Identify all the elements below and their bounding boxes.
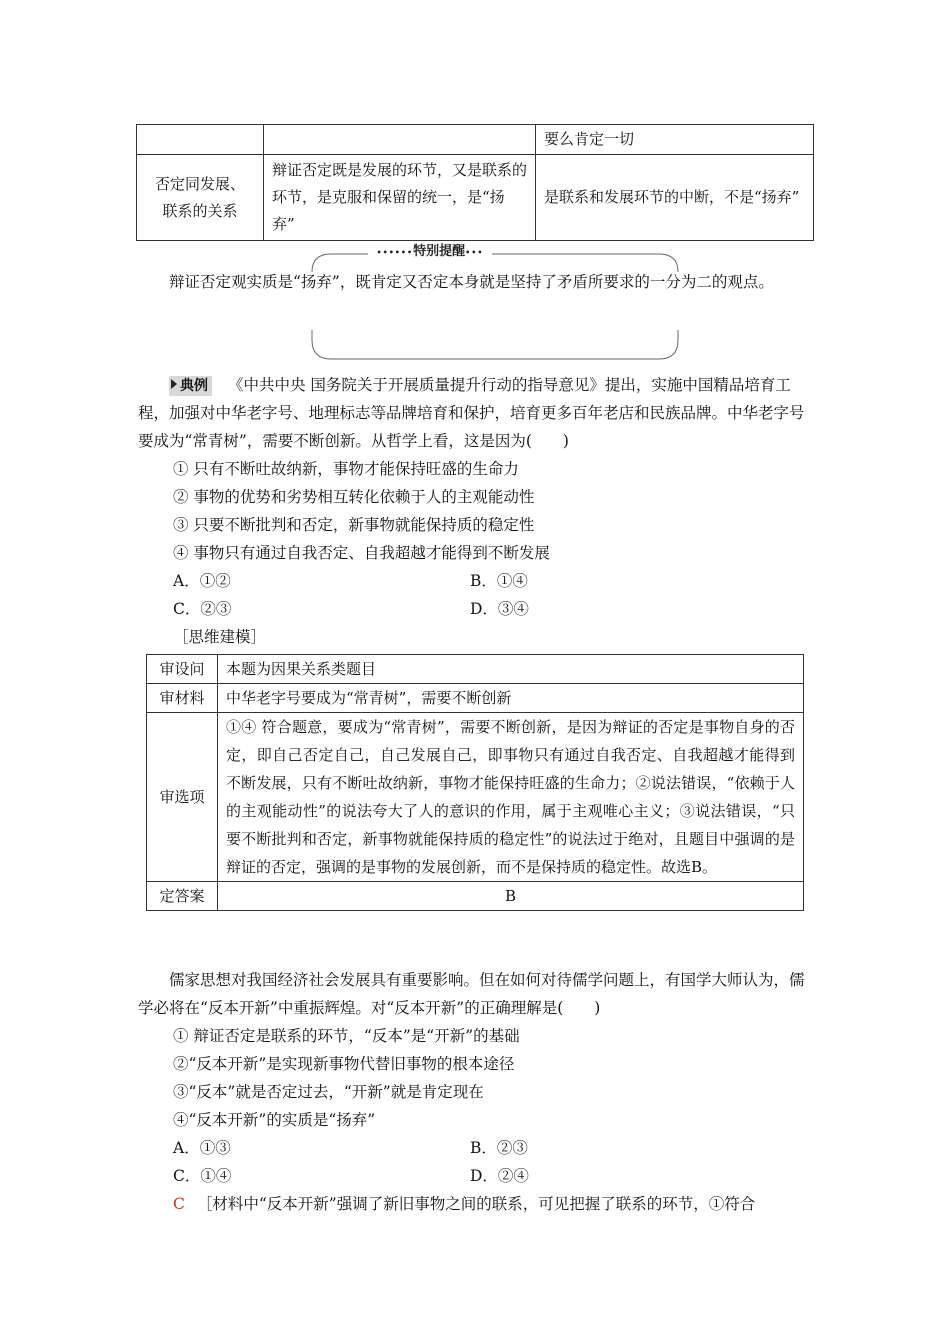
table-cell: 是联系和发展环节的中断，不是“扬弃”: [536, 155, 814, 241]
example-stem: [138, 371, 818, 455]
example-item-3: ③ 只要不断批判和否定，新事物就能保持质的稳定性: [173, 516, 535, 534]
table-row: [147, 713, 804, 882]
table-row: [147, 655, 804, 684]
table-cell: 要么肯定一切: [536, 125, 814, 155]
table-row: [147, 684, 804, 713]
example-option-b: B．①④: [470, 572, 528, 590]
comparison-table: [136, 124, 814, 241]
analysis-text: ［材料中“反本开新”强调了新旧事物之间的联系，可见把握了联系的环节，①符合: [196, 1195, 756, 1213]
table-cell: 辩证否定既是发展的环节，又是联系的环节，是克服和保留的统一，是“扬弃”: [264, 155, 536, 241]
table-row: [147, 882, 804, 911]
table-cell: [264, 125, 536, 155]
model-value: 本题为因果关系类题目: [218, 655, 804, 684]
practice-option-d: D．②④: [470, 1167, 529, 1185]
practice-item-4: ④“反本开新”的实质是“扬弃”: [173, 1111, 376, 1129]
example-option-a: A．①②: [173, 572, 231, 590]
answer-letter: C: [173, 1195, 185, 1213]
triangle-icon: [171, 379, 177, 389]
practice-option-c: C．①④: [173, 1167, 232, 1185]
table-cell: [137, 155, 264, 241]
practice-option-b: B．②③: [470, 1139, 528, 1157]
example-badge: [169, 376, 212, 396]
model-key: 定答案: [147, 882, 218, 911]
example-option-d: D．③④: [470, 600, 529, 618]
table-row: [137, 125, 814, 155]
tip-text: 辩证否定观实质是“扬弃”，既肯定又否定本身就是坚持了矛盾所要求的一分为二的观点。: [169, 273, 774, 291]
dots-icon: •••: [465, 248, 484, 257]
example-stem-text: 《中共中央 国务院关于开展质量提升行动的指导意见》提出，实施中国精品培育工程，加强对中华老字号、地理标志等品牌培育和保护，培育更多百年老店和民族品牌。中华老字号要成为“常青树”，需要不断创新。从哲学上看，这是因为( ): [138, 376, 805, 450]
practice-item-1: ① 辩证否定是联系的环节，“反本”是“开新”的基础: [173, 1027, 520, 1045]
practice-item-3: ③“反本”就是否定过去，“开新”就是肯定现在: [173, 1083, 484, 1101]
dots-icon: ••••••: [376, 248, 414, 257]
practice-analysis: [173, 1190, 755, 1218]
model-table: [146, 654, 804, 911]
tip-title: [368, 242, 492, 262]
model-value: 中华老字号要成为“常青树”，需要不断创新: [218, 684, 804, 713]
cell-text: 联系的关系: [162, 201, 238, 220]
example-option-c: C．②③: [173, 600, 232, 618]
example-item-2: ② 事物的优势和劣势相互转化依赖于人的主观能动性: [173, 488, 535, 506]
example-item-1: ① 只有不断吐故纳新，事物才能保持旺盛的生命力: [173, 460, 519, 478]
model-key: 审设问: [147, 655, 218, 684]
practice-item-2: ②“反本开新”是实现新事物代替旧事物的根本途径: [173, 1055, 515, 1073]
model-value: ①④ 符合题意，要成为“常青树”，需要不断创新，是因为辩证的否定是事物自身的否定，即自己否定自己，自己发展自己，即事物只有通过自我否定、自我超越才能得到不断发展，只有不断吐故纳新，事物才能保持旺盛的生命力；②说法错误，“依赖于人的主观能动性”的说法夸大了人的意识的作用，属于主观唯心主义；③说法错误，“只要不断批判和否定，新事物就能保持质的稳定性”的说法过于绝对，且题目中强调的是辩证的否定，强调的是事物的发展创新，而不是保持质的稳定性。故选B。: [218, 713, 804, 882]
example-badge-label: 典例: [180, 378, 208, 394]
cell-text: 否定同发展、: [154, 174, 245, 193]
model-answer: B: [218, 882, 804, 911]
table-row: [137, 155, 814, 241]
table-cell: [137, 125, 264, 155]
practice-stem: 儒家思想对我国经济社会发展具有重要影响。但在如何对待儒学问题上，有国学大师认为，儒学必将在“反本开新”中重振辉煌。对“反本开新”的正确理解是( ): [138, 971, 805, 1017]
tip-title-text: 特别提醒: [413, 244, 466, 259]
model-heading: ［思维建模］: [173, 628, 267, 646]
model-key: 审材料: [147, 684, 218, 713]
practice-option-a: A．①③: [173, 1139, 231, 1157]
model-key: 审选项: [147, 713, 218, 882]
example-item-4: ④ 事物只有通过自我否定、自我超越才能得到不断发展: [173, 544, 550, 562]
